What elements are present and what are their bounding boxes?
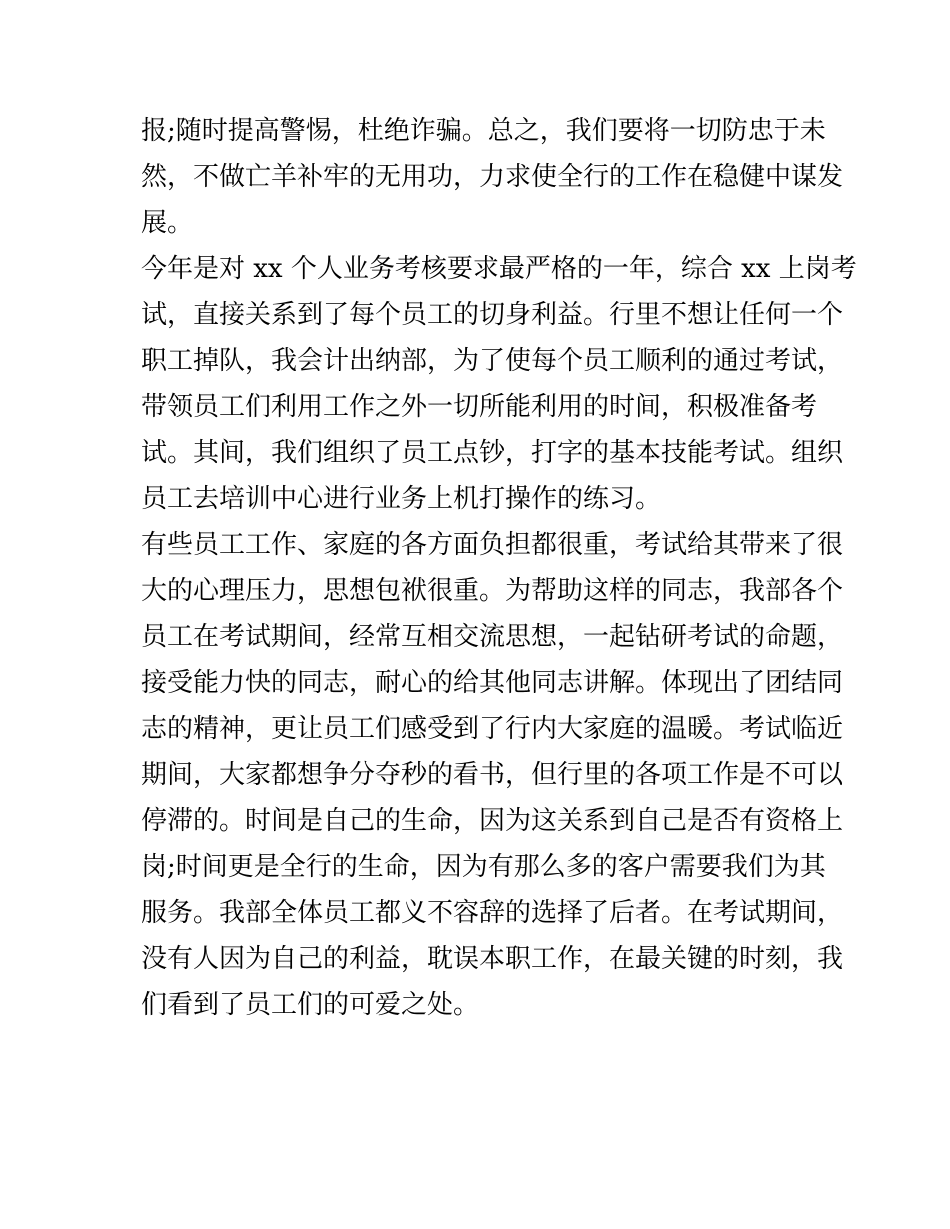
text-line: 有些员工工作、家庭的各方面负担都很重，考试给其带来了很 xyxy=(141,530,844,560)
text-line: 展。 xyxy=(141,208,194,238)
text-line: 试。其间，我们组织了员工点钞，打字的基本技能考试。组织 xyxy=(141,438,844,468)
text-line: 带领员工们利用工作之外一切所能利用的时间，积极准备考 xyxy=(141,392,818,422)
paragraph-2 xyxy=(141,246,857,522)
text-line: 然，不做亡羊补牢的无用功，力求使全行的工作在稳健中谋发 xyxy=(141,162,844,192)
text-line: 停滞的。时间是自己的生命，因为这关系到自己是否有资格上 xyxy=(141,806,844,836)
text-line: 员工去培训中心进行业务上机打操作的练习。 xyxy=(141,484,662,514)
text-line: 志的精神，更让员工们感受到了行内大家庭的温暖。考试临近 xyxy=(141,714,844,744)
text-line: 们看到了员工们的可爱之处。 xyxy=(141,990,480,1020)
text-line: 接受能力快的同志，耐心的给其他同志讲解。体现出了团结同 xyxy=(141,668,844,698)
document-body xyxy=(141,108,857,1028)
paragraph-3 xyxy=(141,522,844,1028)
text-line: 岗;时间更是全行的生命，因为有那么多的客户需要我们为其 xyxy=(141,852,826,882)
text-line: 员工在考试期间，经常互相交流思想，一起钻研考试的命题， xyxy=(141,622,844,652)
text-line: 报;随时提高警惕，杜绝诈骗。总之，我们要将一切防忠于未 xyxy=(141,116,826,146)
text-line: 职工掉队，我会计出纳部，为了使每个员工顺利的通过考试， xyxy=(141,346,844,376)
text-line: 今年是对 xx 个人业务考核要求最严格的一年，综合 xx 上岗考 xyxy=(141,254,857,284)
text-line: 大的心理压力，思想包袱很重。为帮助这样的同志，我部各个 xyxy=(141,576,844,606)
text-line: 服务。我部全体员工都义不容辞的选择了后者。在考试期间， xyxy=(141,898,844,928)
paragraph-1 xyxy=(141,108,844,246)
text-line: 期间，大家都想争分夺秒的看书，但行里的各项工作是不可以 xyxy=(141,760,844,790)
text-line: 试，直接关系到了每个员工的切身利益。行里不想让任何一个 xyxy=(141,300,844,330)
text-line: 没有人因为自己的利益，耽误本职工作，在最关键的时刻，我 xyxy=(141,944,844,974)
